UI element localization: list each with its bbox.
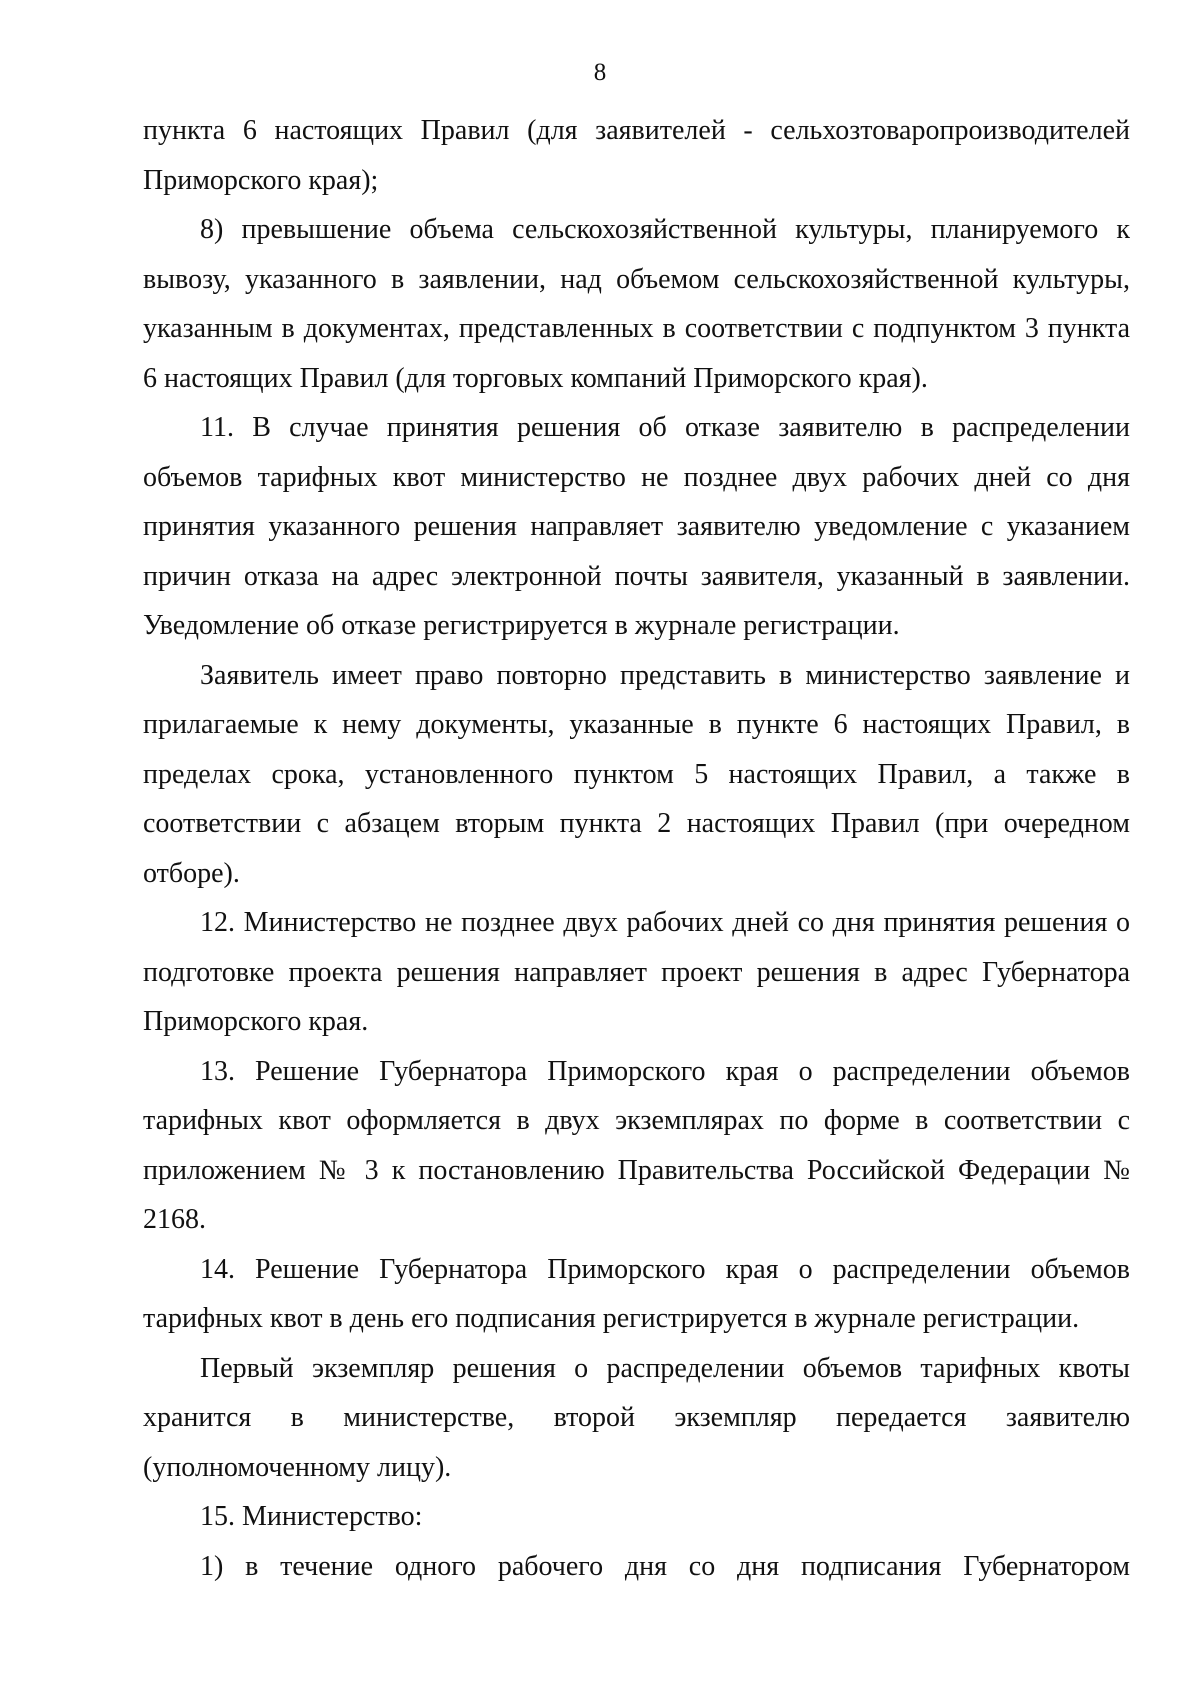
paragraph-11: 11. В случае принятия решения об отказе заявителю в распределении объемов тарифных квот министерство не позднее двух рабочих дней со дня принятия указанного решения направляет заявителю уведомление с указанием причин отказа на адрес электронной почты заявителя, указанный в заявлении. Уведомление об отказе регистрируется в журнале регистрации. [143, 412, 1130, 641]
paragraph-14: 14. Решение Губернатора Приморского края о распределении объемов тарифных квот в день его подписания регистрируется в журнале регистрации. [143, 1253, 1130, 1334]
paragraph-resubmission: Заявитель имеет право повторно представить в министерство заявление и прилагаемые к нему документы, указанные в пункте 6 настоящих Правил, в пределах срока, установленного пунктом 5 настоящих Правил, а также в соответствии с абзацем вторым пункта 2 настоящих Правил (при очередном отборе). [143, 659, 1130, 889]
paragraph-15-item-1: 1) в течение одного рабочего дня со дня подписания Губернатором [200, 1550, 1130, 1582]
paragraph-continuation: пункта 6 настоящих Правил (для заявителей - сельхозтоваропроизводителей Приморского края); [143, 115, 1130, 196]
document-body [143, 106, 1130, 1591]
paragraph-copies: Первый экземпляр решения о распределении объемов тарифных квоты хранится в министерстве, второй экземпляр передается заявителю (уполномоченному лицу). [143, 1352, 1130, 1483]
page-number: 8 [593, 59, 607, 86]
paragraph-item-8: 8) превышение объема сельскохозяйственной культуры, планируемого к вывозу, указанного в заявлении, над объемом сельскохозяйственной культуры, указанным в документах, представленных в соответствии с подпунктом 3 пункта 6 настоящих Правил (для торговых компаний Приморского края). [143, 214, 1130, 394]
paragraph-15: 15. Министерство: [200, 1501, 423, 1532]
paragraph-12: 12. Министерство не позднее двух рабочих дней со дня принятия решения о подготовке проекта решения направляет проект решения в адрес Губернатора Приморского края. [143, 907, 1130, 1037]
paragraph-13: 13. Решение Губернатора Приморского края о распределении объемов тарифных квот оформляется в двух экземплярах по форме в соответствии с приложением № 3 к постановлению Правительства Российской Федерации № 2168. [143, 1055, 1130, 1235]
